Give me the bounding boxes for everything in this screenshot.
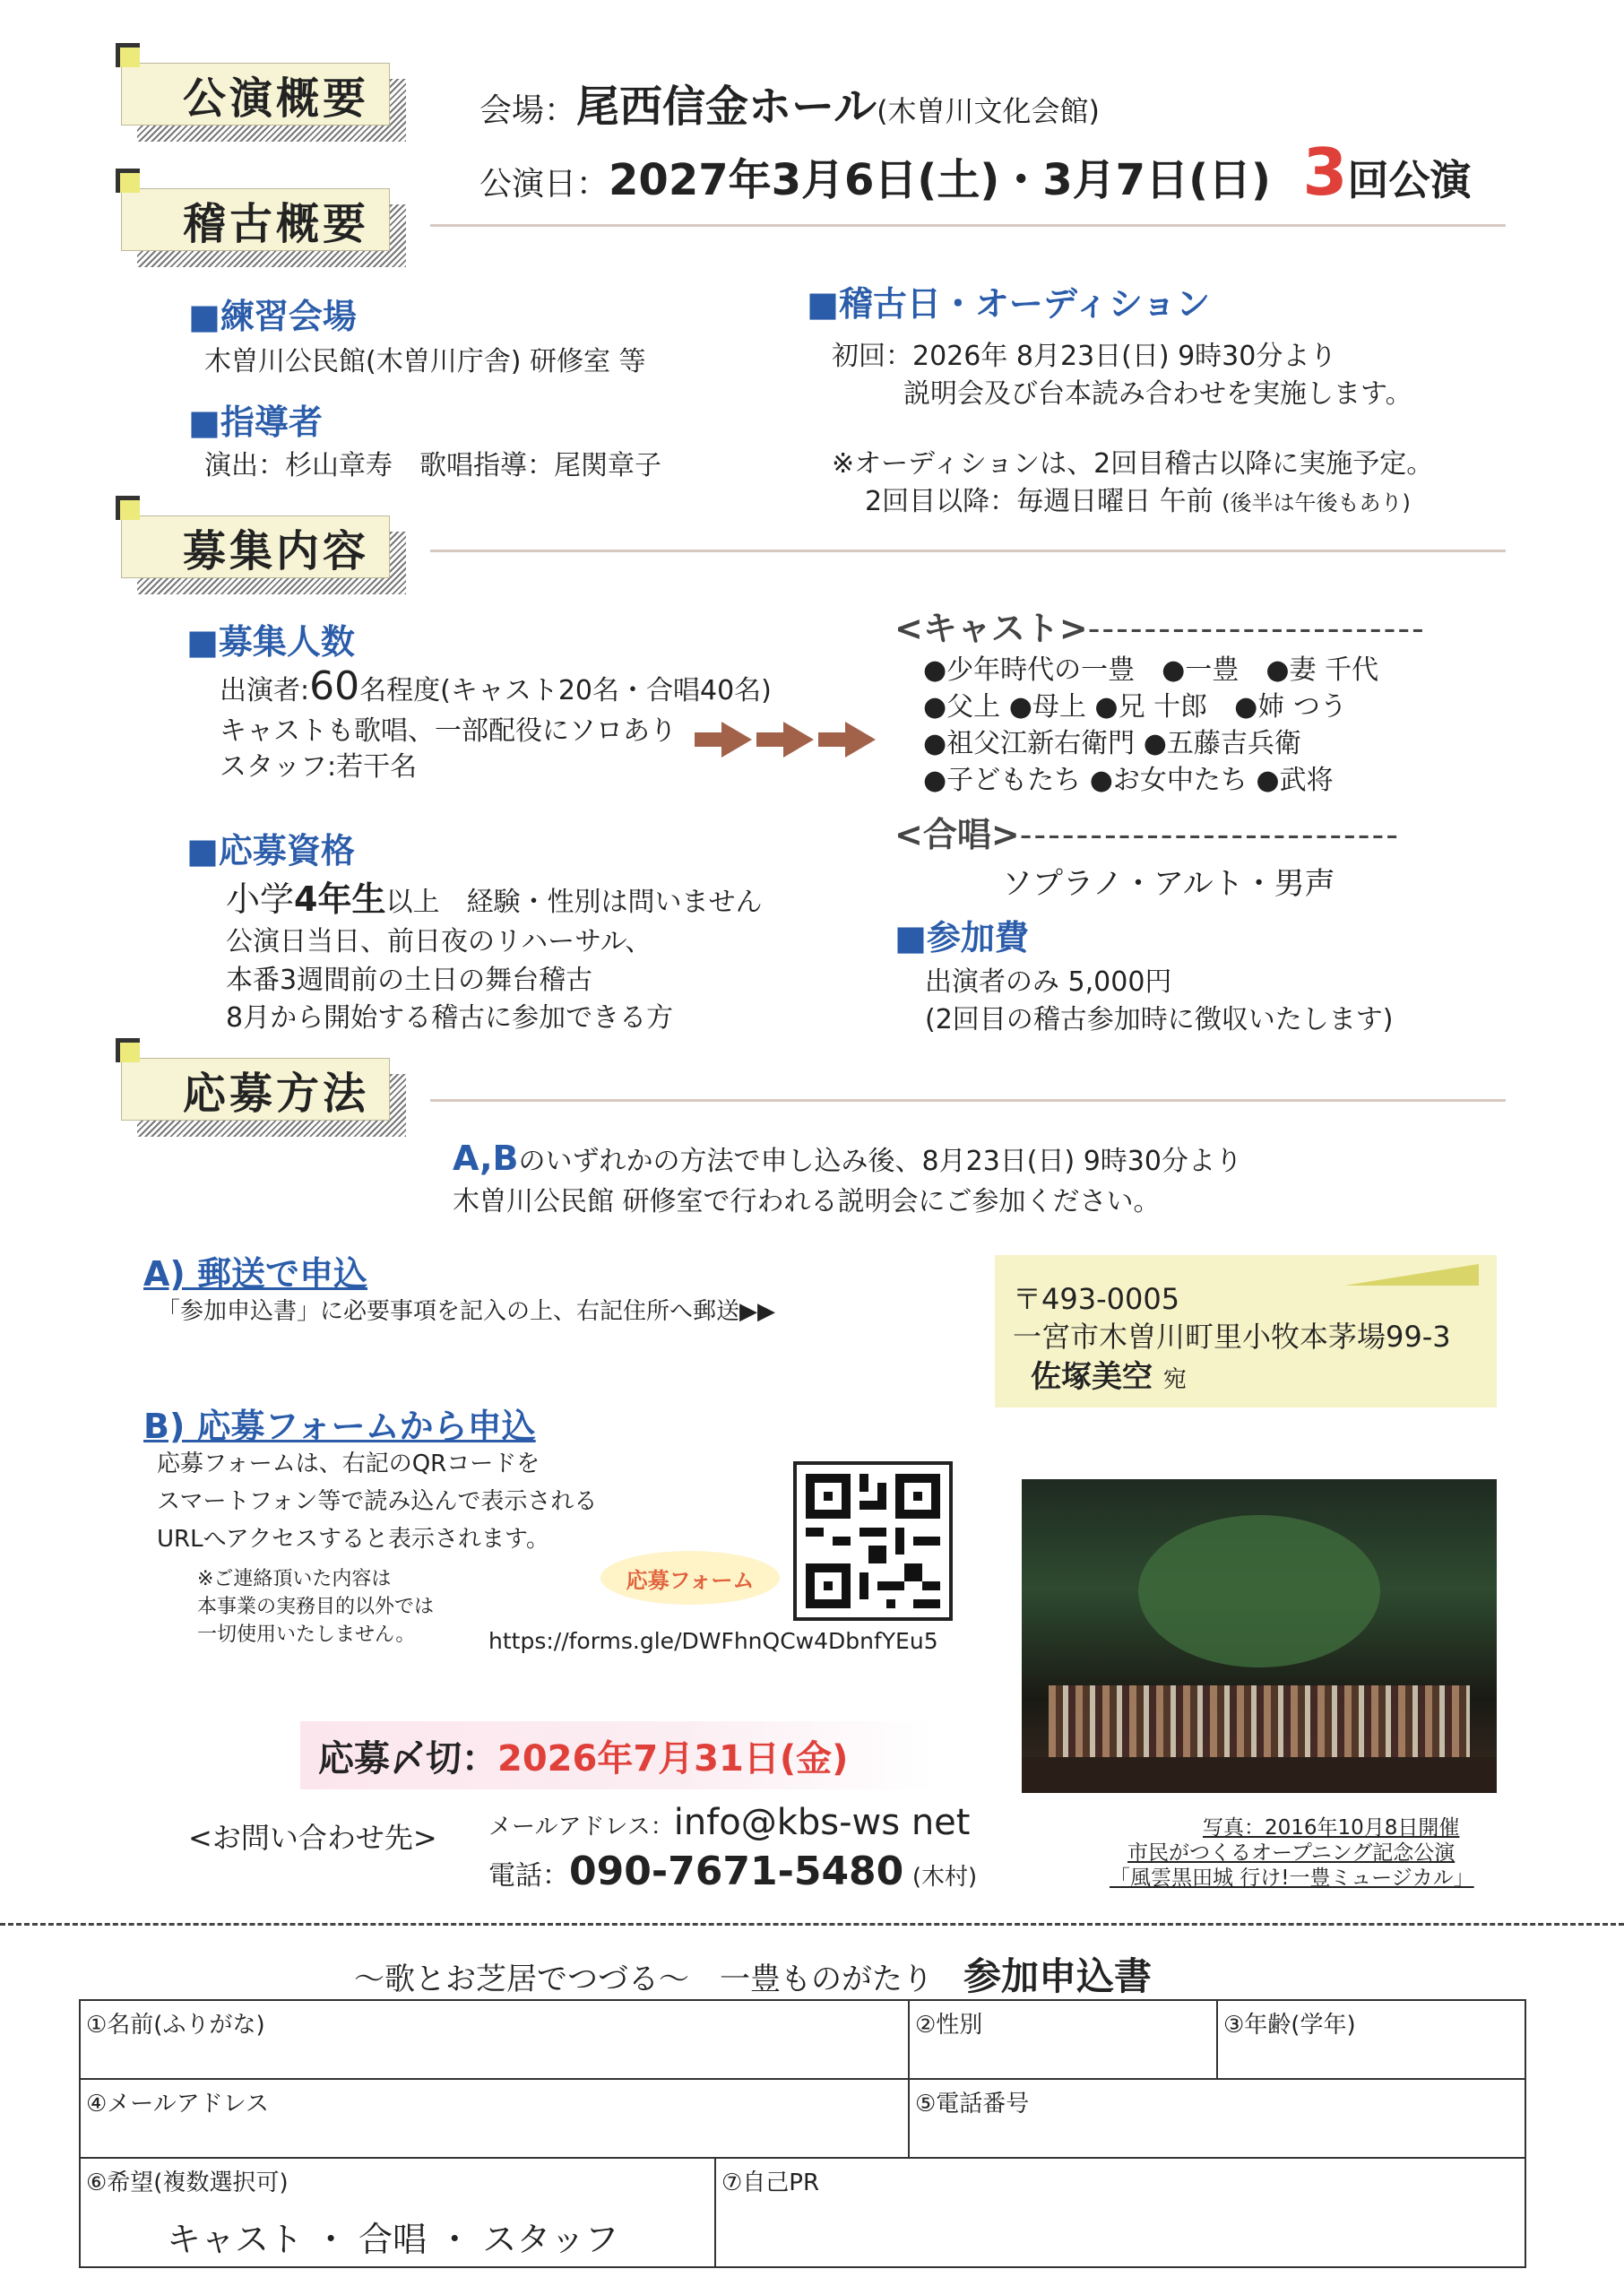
qr-code[interactable] — [793, 1461, 953, 1621]
field-gender[interactable]: ②性別 — [909, 2000, 1217, 2079]
weekly-line: 2回目以降：毎週日曜日 午前 (後半は午後もあり) — [865, 486, 1411, 517]
first-practice-desc: 説明会及び台本読み合わせを実施します。 — [903, 378, 1412, 410]
field-phone[interactable]: ⑤電話番号 — [909, 2079, 1525, 2158]
fee-line-2: (2回目の稽古参加時に徴収いたします) — [925, 1004, 1394, 1035]
mail-line: メールアドレス：info@kbs-ws net — [488, 1802, 971, 1843]
chorus-text: ソプラノ・アルト・男声 — [1002, 866, 1335, 902]
divider — [430, 224, 1506, 227]
divider — [430, 1099, 1506, 1102]
place-text: 木曽川公民館(木曽川庁舎) 研修室 等 — [204, 346, 646, 377]
field-email[interactable]: ④メールアドレス — [80, 2079, 909, 2158]
fee-title: ■参加費 — [894, 918, 1029, 957]
address: 一宮市木曽川町里小牧本茅場99-3 — [1013, 1320, 1451, 1354]
privacy-note-1: ※ご連絡頂いた内容は — [197, 1568, 392, 1590]
cast-line: ●少年時代の一豊 ●一豊 ●妻 千代 — [923, 654, 1379, 686]
preference-options[interactable]: キャスト ・ 合唱 ・ スタッフ — [167, 2220, 619, 2259]
deadline-box — [300, 1721, 937, 1789]
section-title-keiko: 稽古概要 — [121, 188, 390, 251]
mail-apply-title: A) 郵送で申込 — [143, 1254, 368, 1294]
stage-photo — [1022, 1479, 1497, 1793]
form-apply-text-1: 応募フォームは、右記のQRコードを — [157, 1451, 540, 1477]
address-box — [995, 1255, 1497, 1407]
application-form — [79, 1999, 1526, 2268]
photo-caption-2: 市民がつくるオープニング記念公演 — [1127, 1841, 1456, 1865]
qual-line-2: 公演日当日、前日夜のリハーサル、 — [226, 926, 652, 957]
qual-line-4: 8月から開始する稽古に参加できる方 — [226, 1002, 674, 1034]
section-tab-oubo — [121, 1058, 412, 1140]
num-line-3: スタッフ:若干名 — [220, 751, 418, 783]
qual-title: ■応募資格 — [186, 831, 355, 870]
privacy-note-3: 一切使用いたしません。 — [197, 1624, 416, 1646]
section-tab-keiko — [121, 188, 412, 271]
field-self-pr[interactable]: ⑦自己PR — [715, 2158, 1525, 2267]
field-name[interactable]: ①名前(ふりがな) — [80, 2000, 909, 2079]
form-apply-text-3: URLへアクセスすると表示されます。 — [157, 1526, 549, 1553]
num-title: ■募集人数 — [186, 622, 355, 662]
tel-line: 電話：090-7671-5480 (木村) — [488, 1849, 978, 1894]
addressee: 佐塚美空 宛 — [1031, 1359, 1187, 1395]
section-tab-boshu — [121, 515, 412, 598]
field-preference[interactable]: ⑥希望(複数選択可) キャスト ・ 合唱 ・ スタッフ — [80, 2158, 715, 2267]
cast-title: <キャスト>------------------------ — [894, 609, 1426, 648]
privacy-note-2: 本事業の実務目的以外では — [197, 1596, 435, 1618]
num-line-2: キャストも歌唱、一部配役にソロあり — [220, 715, 677, 747]
arrow-right-icon — [695, 722, 876, 758]
postal-code: 〒493-0005 — [1013, 1282, 1180, 1316]
form-apply-title: B) 応募フォームから申込 — [143, 1407, 536, 1446]
cast-line: ●父上 ●母上 ●兄 十郎 ●姉 つう — [923, 691, 1347, 723]
place-title: ■練習会場 — [188, 297, 357, 336]
qual-line-3: 本番3週間前の土日の舞台稽古 — [226, 965, 593, 996]
qr-code-icon — [797, 1465, 949, 1617]
cast-line: ●祖父江新右衛門 ●五藤吉兵衛 — [923, 728, 1301, 759]
num-line-1: 出演者:60名程度(キャスト20名・合唱40名) — [220, 663, 772, 709]
leader-title: ■指導者 — [188, 403, 323, 442]
form-url[interactable]: https://forms.gle/DWFhnQCw4DbnfYEu5 — [488, 1628, 938, 1654]
photo-caption-3: 「風雲黒田城 行け!一豊ミュージカル」 — [1110, 1866, 1474, 1890]
leader-text: 演出：杉山章寿 歌唱指導：尾関章子 — [204, 450, 661, 481]
cast-line: ●子どもたち ●お女中たち ●武将 — [923, 765, 1334, 796]
divider — [430, 550, 1506, 552]
cut-line — [0, 1923, 1624, 1926]
field-age[interactable]: ③年齢(学年) — [1217, 2000, 1525, 2079]
mail-apply-text: 「参加申込書」に必要事項を記入の上、右記住所へ郵送▶▶ — [157, 1298, 775, 1325]
section-tab-kouen — [121, 63, 412, 145]
photo-caption-1: 写真：2016年10月8日開催 — [1203, 1816, 1460, 1840]
chorus-title: <合唱>--------------------------- — [894, 815, 1400, 854]
form-badge: 応募フォーム — [600, 1551, 780, 1605]
section-title-oubo: 応募方法 — [121, 1058, 390, 1121]
apply-intro-2: 木曽川公民館 研修室で行われる説明会にご参加ください。 — [453, 1186, 1161, 1217]
fee-line-1: 出演者のみ 5,000円 — [925, 966, 1172, 998]
deadline-line: 応募〆切：2026年7月31日(金) — [318, 1738, 849, 1780]
form-apply-text-2: スマートフォン等で読み込んで表示される — [157, 1488, 598, 1515]
section-title-kouen: 公演概要 — [121, 63, 390, 126]
apply-intro-1: A,Bのいずれかの方法で申し込み後、8月23日(日) 9時30分より — [453, 1139, 1242, 1178]
days-title: ■稽古日・オーディション — [807, 284, 1211, 324]
form-title: 〜歌とお芝居でつづる〜 一豊ものがたり 参加申込書 — [354, 1954, 1153, 1998]
date-line: 公演日：2027年3月6日(土)・3月7日(日) 3回公演 — [479, 134, 1472, 210]
first-practice: 初回：2026年 8月23日(日) 9時30分より — [832, 341, 1337, 372]
qual-line-1: 小学4年生以上 経験・性別は問いません — [226, 879, 763, 919]
section-title-boshu: 募集内容 — [121, 515, 390, 578]
contact-label: <お問い合わせ先> — [188, 1821, 437, 1855]
audition-note: ※オーディションは、2回目稽古以降に実施予定。 — [832, 448, 1434, 480]
venue-line: 会場：尾西信金ホール(木曽川文化会館) — [479, 82, 1101, 132]
